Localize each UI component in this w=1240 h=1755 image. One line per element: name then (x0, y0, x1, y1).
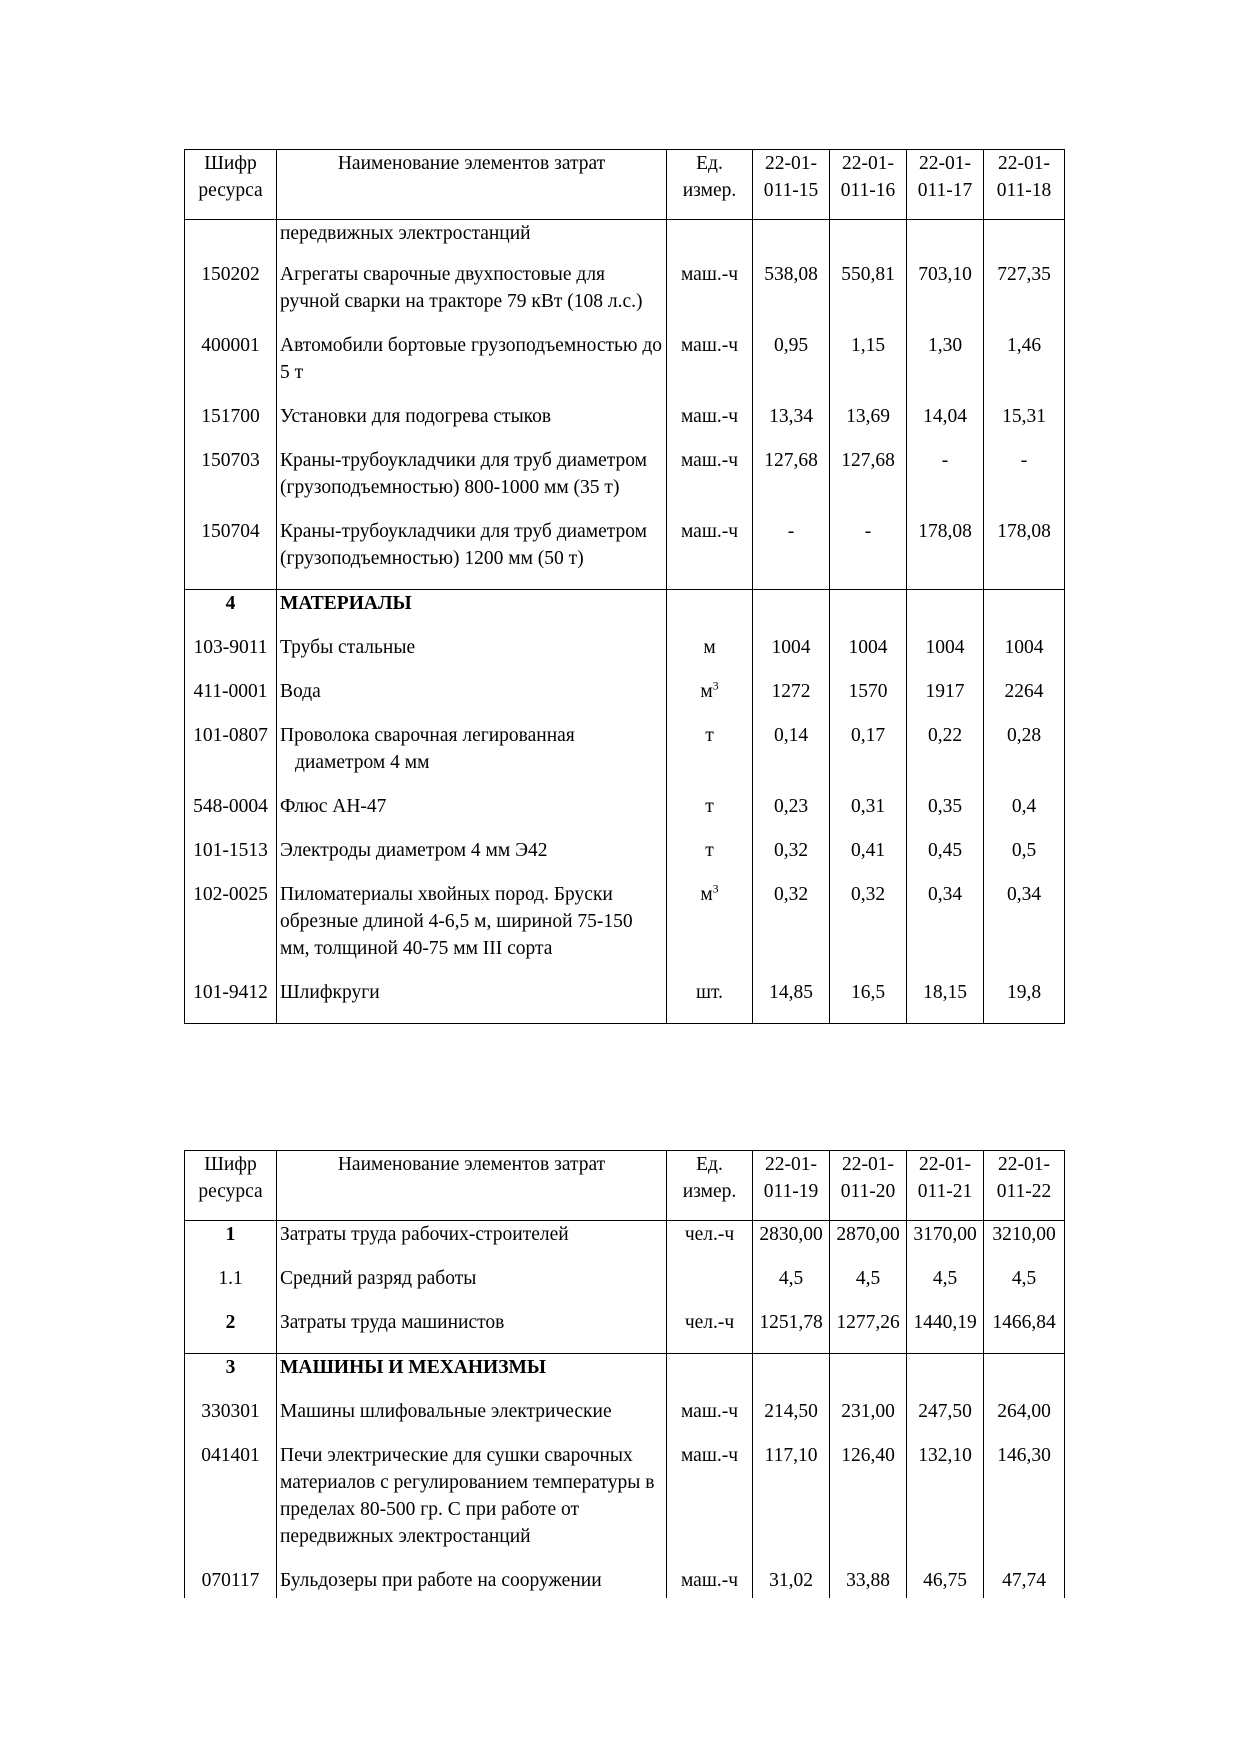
row-code: 400001 (185, 332, 277, 403)
row-value: 33,88 (830, 1567, 907, 1598)
row-name: Автомобили бортовые грузоподъемностью до 5 т (277, 332, 667, 403)
row-value: 16,5 (830, 979, 907, 1024)
row-value: 0,17 (830, 722, 907, 793)
row-code: 151700 (185, 403, 277, 447)
row-value: 3210,00 (984, 1221, 1065, 1266)
row-code: 070117 (185, 1567, 277, 1598)
row-value: 0,34 (907, 881, 984, 979)
row-value: - (753, 518, 830, 590)
row-unit: шт. (667, 979, 753, 1024)
row-code: 101-0807 (185, 722, 277, 793)
row-name: Проволока сварочная легированная диаметром 4 мм (277, 722, 667, 793)
row-value: 1004 (984, 634, 1065, 678)
row-unit: маш.-ч (667, 332, 753, 403)
row-value: 1004 (907, 634, 984, 678)
row-value: 178,08 (907, 518, 984, 590)
table-row (185, 837, 1065, 881)
row-value: 117,10 (753, 1442, 830, 1567)
row-name: Электроды диаметром 4 мм Э42 (277, 837, 667, 881)
row-value: - (830, 518, 907, 590)
header-code: Шифр ресурса (185, 1151, 277, 1221)
row-value: 127,68 (753, 447, 830, 518)
row-value: 2870,00 (830, 1221, 907, 1266)
row-name: Флюс АН-47 (277, 793, 667, 837)
row-code: 548-0004 (185, 793, 277, 837)
row-value: 14,04 (907, 403, 984, 447)
row-value: 0,23 (753, 793, 830, 837)
row-unit: маш.-ч (667, 403, 753, 447)
table-row (185, 261, 1065, 332)
row-code: 101-1513 (185, 837, 277, 881)
row-name: Трубы стальные (277, 634, 667, 678)
row-unit (667, 1265, 753, 1309)
table-header (185, 150, 1065, 220)
row-value: 1466,84 (984, 1309, 1065, 1354)
table-row (185, 634, 1065, 678)
table-row (185, 403, 1065, 447)
table-row (185, 518, 1065, 590)
table-row (185, 881, 1065, 979)
row-name: Пиломатериалы хвойных пород. Бруски обрезные длиной 4-6,5 м, шириной 75-150 мм, толщиной 40-75 мм III сорта (277, 881, 667, 979)
header-col: 22-01-011-18 (984, 150, 1065, 220)
row-value: 0,28 (984, 722, 1065, 793)
row-value: 4,5 (907, 1265, 984, 1309)
section-row-materials (185, 590, 1065, 635)
row-value: 2830,00 (753, 1221, 830, 1266)
row-value: 19,8 (984, 979, 1065, 1024)
row-value: 3170,00 (907, 1221, 984, 1266)
row-value: 0,35 (907, 793, 984, 837)
row-value: - (907, 447, 984, 518)
row-value: 126,40 (830, 1442, 907, 1567)
row-value: 0,45 (907, 837, 984, 881)
row-name: Краны-трубоукладчики для труб диаметром (грузоподъемностью) 1200 мм (50 т) (277, 518, 667, 590)
row-value: 1440,19 (907, 1309, 984, 1354)
table-row (185, 793, 1065, 837)
row-name: Шлифкруги (277, 979, 667, 1024)
row-value: 0,5 (984, 837, 1065, 881)
row-name: Агрегаты сварочные двухпостовые для ручной сварки на тракторе 79 кВт (108 л.с.) (277, 261, 667, 332)
header-name: Наименование элементов затрат (277, 150, 667, 220)
row-value: 550,81 (830, 261, 907, 332)
row-value: 1,15 (830, 332, 907, 403)
row-code: 103-9011 (185, 634, 277, 678)
row-code: 041401 (185, 1442, 277, 1567)
row-value: 1272 (753, 678, 830, 722)
row-value: 47,74 (984, 1567, 1065, 1598)
row-unit: маш.-ч (667, 518, 753, 590)
row-value: 2264 (984, 678, 1065, 722)
row-code: 150703 (185, 447, 277, 518)
row-code: 1.1 (185, 1265, 277, 1309)
table-row (185, 722, 1065, 793)
row-value: 0,4 (984, 793, 1065, 837)
row-value: 31,02 (753, 1567, 830, 1598)
row-value: 18,15 (907, 979, 984, 1024)
row-value: 146,30 (984, 1442, 1065, 1567)
row-value: 15,31 (984, 403, 1065, 447)
row-unit: маш.-ч (667, 1567, 753, 1598)
section-number: 3 (185, 1354, 277, 1399)
table-row (185, 1567, 1065, 1598)
row-value: 1004 (753, 634, 830, 678)
row-value: 1277,26 (830, 1309, 907, 1354)
table-row (185, 678, 1065, 722)
row-value: 703,10 (907, 261, 984, 332)
header-col: 22-01-011-20 (830, 1151, 907, 1221)
header-col: 22-01-011-19 (753, 1151, 830, 1221)
section-title: МАТЕРИАЛЫ (277, 590, 667, 635)
row-name: передвижных электростанций (277, 220, 667, 262)
row-value: 132,10 (907, 1442, 984, 1567)
row-value: 247,50 (907, 1398, 984, 1442)
row-code: 411-0001 (185, 678, 277, 722)
row-value: 231,00 (830, 1398, 907, 1442)
row-name: Затраты труда рабочих-строителей (277, 1221, 667, 1266)
row-value: 264,00 (984, 1398, 1065, 1442)
section-title: МАШИНЫ И МЕХАНИЗМЫ (277, 1354, 667, 1399)
row-code: 102-0025 (185, 881, 277, 979)
row-value: 727,35 (984, 261, 1065, 332)
row-value: 13,34 (753, 403, 830, 447)
row-name: Затраты труда машинистов (277, 1309, 667, 1354)
table-row (185, 1221, 1065, 1266)
table-row (185, 1398, 1065, 1442)
row-value: 1004 (830, 634, 907, 678)
header-unit: Ед. измер. (667, 150, 753, 220)
row-unit: чел.-ч (667, 1309, 753, 1354)
resource-table-2 (184, 1150, 1065, 1598)
row-name: Машины шлифовальные электрические (277, 1398, 667, 1442)
row-value: 0,31 (830, 793, 907, 837)
row-value: 0,32 (753, 881, 830, 979)
header-col: 22-01-011-17 (907, 150, 984, 220)
row-value: 0,32 (830, 881, 907, 979)
row-unit: $м^3$ (667, 678, 753, 722)
table-header (185, 1151, 1065, 1221)
header-col: 22-01-011-16 (830, 150, 907, 220)
row-value: 0,95 (753, 332, 830, 403)
row-value: 1251,78 (753, 1309, 830, 1354)
row-unit: маш.-ч (667, 447, 753, 518)
row-value: 4,5 (830, 1265, 907, 1309)
row-value: 0,32 (753, 837, 830, 881)
row-value: 1570 (830, 678, 907, 722)
row-name: Установки для подогрева стыков (277, 403, 667, 447)
row-code: 1 (185, 1221, 277, 1266)
header-name: Наименование элементов затрат (277, 1151, 667, 1221)
row-value: 1,30 (907, 332, 984, 403)
row-name: Бульдозеры при работе на сооружении (277, 1567, 667, 1598)
row-unit: т (667, 837, 753, 881)
header-col: 22-01-011-21 (907, 1151, 984, 1221)
row-unit: чел.-ч (667, 1221, 753, 1266)
row-unit: маш.-ч (667, 1398, 753, 1442)
header-code: Шифр ресурса (185, 150, 277, 220)
row-name: Вода (277, 678, 667, 722)
row-code: 2 (185, 1309, 277, 1354)
row-unit: $м^3$ (667, 881, 753, 979)
row-value: 4,5 (984, 1265, 1065, 1309)
row-unit: маш.-ч (667, 1442, 753, 1567)
row-value: 538,08 (753, 261, 830, 332)
table-row (185, 1265, 1065, 1309)
row-unit: т (667, 793, 753, 837)
row-unit: м (667, 634, 753, 678)
row-code: 150202 (185, 261, 277, 332)
row-value: 178,08 (984, 518, 1065, 590)
row-value: 1917 (907, 678, 984, 722)
header-unit: Ед. измер. (667, 1151, 753, 1221)
header-col: 22-01-011-15 (753, 150, 830, 220)
table-row (185, 447, 1065, 518)
row-value: 127,68 (830, 447, 907, 518)
row-name: Печи электрические для сушки сварочных материалов с регулированием температуры в пределах 80-500 гр. С при работе от передвижных электростанций (277, 1442, 667, 1567)
row-value: 46,75 (907, 1567, 984, 1598)
row-value: 0,34 (984, 881, 1065, 979)
table-row (185, 979, 1065, 1024)
row-value: 1,46 (984, 332, 1065, 403)
section-row-machines (185, 1354, 1065, 1399)
row-unit: маш.-ч (667, 261, 753, 332)
row-value: - (984, 447, 1065, 518)
row-value: 214,50 (753, 1398, 830, 1442)
row-value: 0,14 (753, 722, 830, 793)
header-col: 22-01-011-22 (984, 1151, 1065, 1221)
table-row (185, 1309, 1065, 1354)
row-code: 101-9412 (185, 979, 277, 1024)
resource-table-1 (184, 149, 1065, 1024)
row-code: 150704 (185, 518, 277, 590)
table-row-continuation (185, 220, 1065, 262)
table-row (185, 1442, 1065, 1567)
row-value: 14,85 (753, 979, 830, 1024)
row-code: 330301 (185, 1398, 277, 1442)
row-value: 0,41 (830, 837, 907, 881)
row-value: 0,22 (907, 722, 984, 793)
section-number: 4 (185, 590, 277, 635)
row-unit: т (667, 722, 753, 793)
table-row (185, 332, 1065, 403)
row-name: Краны-трубоукладчики для труб диаметром (грузоподъемностью) 800-1000 мм (35 т) (277, 447, 667, 518)
row-name: Средний разряд работы (277, 1265, 667, 1309)
row-value: 13,69 (830, 403, 907, 447)
row-value: 4,5 (753, 1265, 830, 1309)
